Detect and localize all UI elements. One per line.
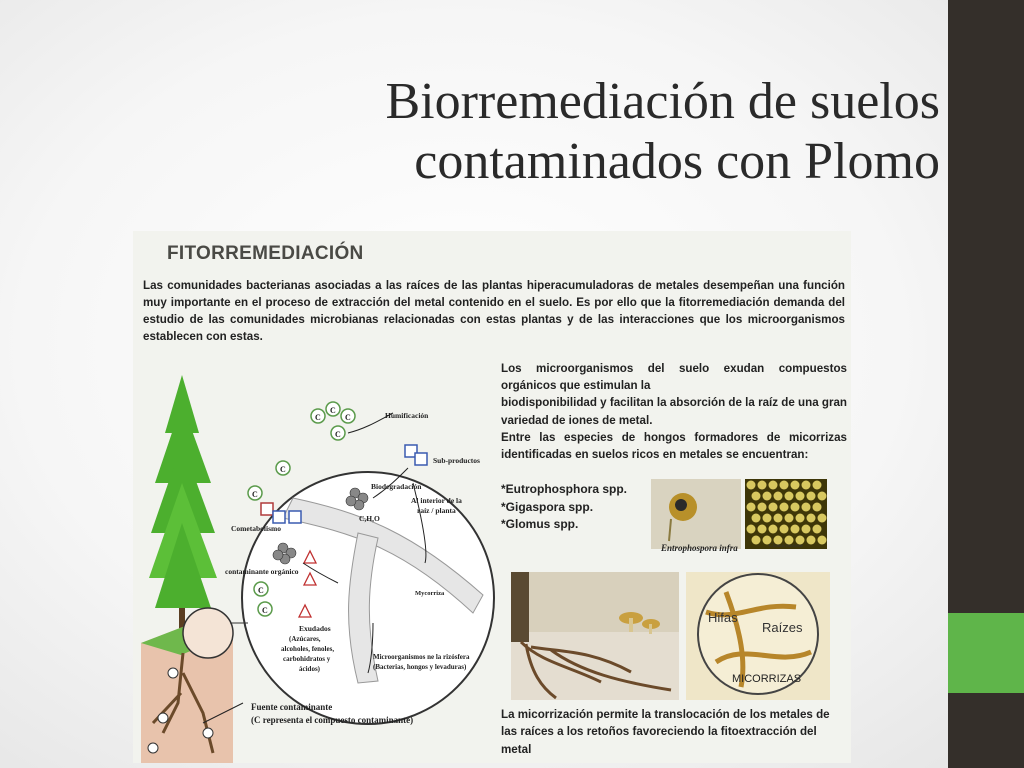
rhizosphere-diagram xyxy=(133,373,495,763)
svg-text:C: C xyxy=(330,406,336,415)
label-micorriza: Mycorriza xyxy=(415,590,445,597)
svg-text:Hifas: Hifas xyxy=(708,610,738,625)
roots-mushroom-photo xyxy=(511,572,679,700)
label-fuente-1: Fuente contaminante xyxy=(251,702,333,712)
species-item: *Eutrophosphora spp. xyxy=(501,482,627,496)
mycorrhiza-description: Los microorganismos del suelo exudan compuestos orgánicos que estimulan la biodisponibilidad y facilitan la absorción de la raíz de una gran variedad de iones de metal. Entre las especies de hongos formadores de micorrizas identificadas en suelos ricos en metales se encuentran: xyxy=(501,362,847,462)
label-humificacion: Humificación xyxy=(385,411,429,420)
svg-text:C: C xyxy=(258,586,264,595)
label-microorganismos-2: (Bacterias, hongos y levaduras) xyxy=(373,663,467,671)
label-contaminante-organico: contaminante orgánico xyxy=(225,567,299,576)
spore-photo xyxy=(651,479,741,549)
title-line-1: Biorremediación de suelos xyxy=(385,73,940,130)
figure-phytoremediation xyxy=(133,231,851,763)
label-exudados: Exudados xyxy=(299,624,331,633)
svg-text:alcoholes, fenoles,: alcoholes, fenoles, xyxy=(281,645,335,653)
root-zoom-circle xyxy=(183,608,233,658)
title-line-2: contaminados con Plomo xyxy=(414,133,940,190)
svg-text:C: C xyxy=(315,413,321,422)
label-al-interior-2: raíz / planta xyxy=(417,506,456,515)
species-list xyxy=(501,481,627,534)
figure-heading: FITORREMEDIACIÓN xyxy=(167,243,364,264)
svg-text:Raízes: Raízes xyxy=(762,620,803,635)
label-al-interior-1: Al interior de la xyxy=(411,496,462,505)
sidebar-accent xyxy=(948,613,1024,693)
svg-text:MICORRIZAS: MICORRIZAS xyxy=(732,673,802,685)
svg-text:C: C xyxy=(280,465,286,474)
label-fuente-2: (C representa el compuesto contaminante) xyxy=(251,715,414,725)
hyphae-diagram xyxy=(686,572,830,700)
photo-label-entrophospora: Entrophospora infra xyxy=(661,543,738,553)
species-item: *Glomus spp. xyxy=(501,517,579,531)
svg-text:C: C xyxy=(335,430,341,439)
svg-text:carbohidratos y: carbohidratos y xyxy=(283,655,331,663)
label-cometabolismo: Cometabolismo xyxy=(231,524,281,533)
svg-text:C: C xyxy=(252,490,258,499)
label-subproductos: Sub-productos xyxy=(433,456,480,465)
label-biodegradacion: Biodegradación xyxy=(371,482,422,491)
slide-title xyxy=(250,72,940,192)
label-microorganismos-1: Microorganismos ne la rizósfera xyxy=(373,653,470,661)
caption-micorrizacion: La micorrización permite la translocación de los metales de las raíces a los retoños favoreciendo la fitoextracción del metal xyxy=(501,708,830,756)
svg-text:C: C xyxy=(345,413,351,422)
svg-text:(Azúcares,: (Azúcares, xyxy=(289,635,321,643)
svg-text:C: C xyxy=(262,606,268,615)
photo-label-glomus: Glomus mosseae xyxy=(769,544,804,549)
glomus-photo xyxy=(745,479,827,549)
intro-paragraph: Las comunidades bacterianas asociadas a las raíces de las plantas hiperacumuladoras de metales desempeñan una función muy importante en el proceso de extracción del metal contenido en el suelo. Es por ello que la fitorremediación demanda del estudio de las comunidades microbianas relacionadas con estas plantas y de las interacciones que los microorganismos establecen con estas. xyxy=(143,279,845,343)
svg-text:ácidos): ácidos) xyxy=(299,665,320,673)
tree-illustration xyxy=(149,375,217,643)
label-cho: C,H,O xyxy=(359,514,380,523)
species-item: *Gigaspora spp. xyxy=(501,499,594,514)
